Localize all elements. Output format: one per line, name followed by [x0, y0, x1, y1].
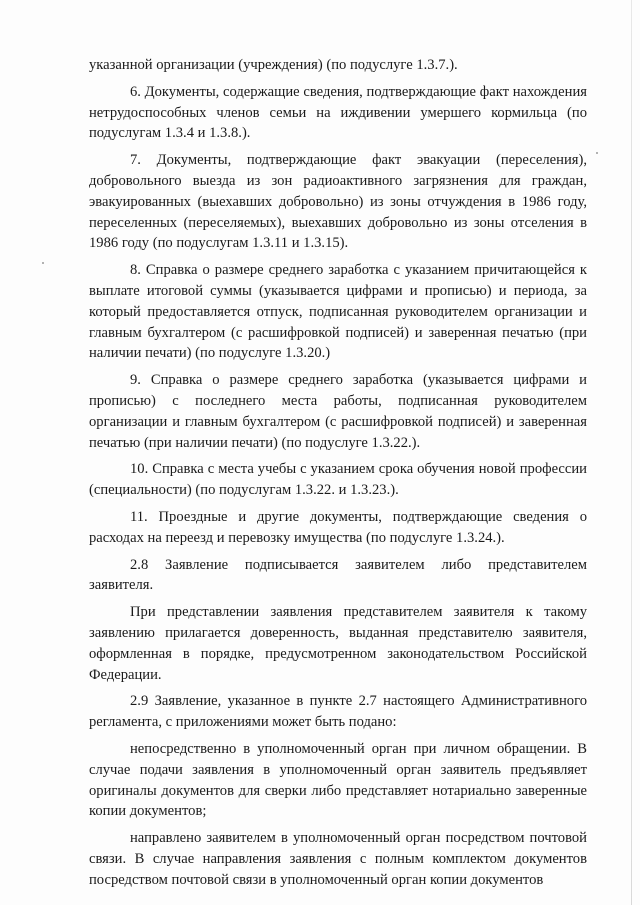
- scan-speck: [42, 262, 44, 264]
- paragraph-clause-2-9: 2.9 Заявление, указанное в пункте 2.7 настоящего Административного регламента, с приложениями может быть подано:: [89, 693, 587, 731]
- paragraph-item-11: 11. Проездные и другие документы, подтверждающие сведения о расходах на переезд и перевозку имущества (по подуслуге 1.3.24.).: [89, 508, 587, 546]
- document-body: [89, 55, 587, 896]
- scan-edge-line: [631, 0, 632, 905]
- paragraph-representative: При представлении заявления представителем заявителя к такому заявлению прилагается доверенность, выданная представителю заявителя, оформленная в порядке, предусмотренном законодательством Российской Федерации.: [89, 604, 587, 683]
- paragraph-item-7: 7. Документы, подтверждающие факт эвакуации (переселения), добровольного выезда из зон радиоактивного загрязнения для граждан, эвакуированных (выехавших добровольно) из зоны отчуждения в 1986 году, переселенных (переселяемых), выехавших добровольно из зоны отселения в 1986 году (по подуслугам 1.3.11 и 1.3.15).: [89, 152, 587, 252]
- paragraph-item-8: 8. Справка о размере среднего заработка с указанием причитающейся к выплате итоговой суммы (указывается цифрами и прописью) и периода, за который предоставляется отпуск, подписанная руководителем организации и главным бухгалтером (с расшифровкой подписей) и заверенная печатью (при наличии печати) (по подуслуге 1.3.20.): [89, 262, 587, 362]
- paragraph-item-10: 10. Справка с места учебы с указанием срока обучения новой профессии (специальности) (по подуслугам 1.3.22. и 1.3.23.).: [89, 461, 587, 499]
- paragraph-continuation: указанной организации (учреждения) (по подуслуге 1.3.7.).: [89, 57, 458, 73]
- paragraph-in-person: непосредственно в уполномоченный орган при личном обращении. В случае подачи заявления в уполномоченный орган заявитель предъявляет оригиналы документов для сверки либо представляет нотариально заверенные копии документов;: [89, 740, 587, 820]
- paragraph-by-post: направлено заявителем в уполномоченный орган посредством почтовой связи. В случае направления заявления с полным комплектом документов посредством почтовой связи в уполномоченный орган копии документов: [89, 830, 587, 888]
- paragraph-clause-2-8: 2.8 Заявление подписывается заявителем либо представителем заявителя.: [89, 556, 587, 594]
- scan-speck: [596, 152, 598, 154]
- paragraph-item-6: 6. Документы, содержащие сведения, подтверждающие факт нахождения нетрудоспособных членов семьи на иждивении умершего кормильца (по подуслугам 1.3.4 и 1.3.8.).: [89, 83, 587, 142]
- paragraph-item-9: 9. Справка о размере среднего заработка (указывается цифрами и прописью) с последнего места работы, подписанная руководителем организации и главным бухгалтером (с расшифровкой подписей) и заверенная печатью (при наличии печати) (по подуслуге 1.3.22.).: [89, 372, 587, 451]
